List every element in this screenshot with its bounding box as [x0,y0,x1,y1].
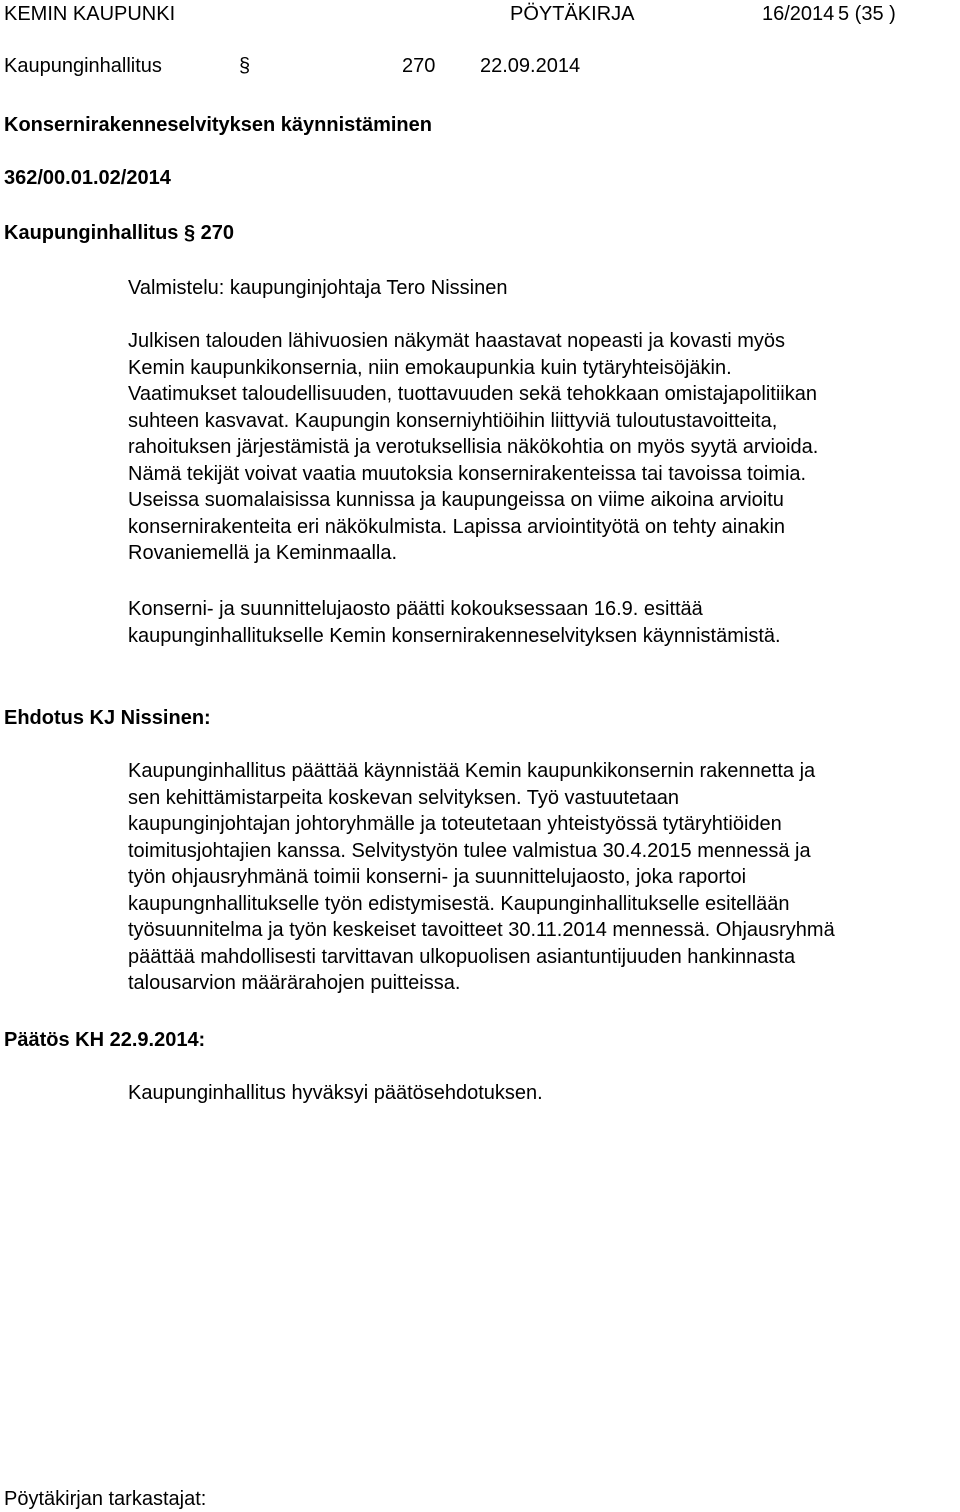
preparation-line: Kemin kaupunkikonsernia, niin emokaupunkia kuin tytäryhteisöjäkin. [128,356,732,379]
proposal-line: Kaupunginhallitus päättää käynnistää Kemin kaupunkikonsernin rakennetta ja [128,760,816,782]
proposal-line: työn ohjausryhmänä toimii konserni- ja suunnittelujaosto, joka raportoi [128,866,747,888]
proposal-line: päättää mahdollisesti tarvittavan ulkopuolisen asiantuntijuuden hankinnasta [128,945,796,968]
document-type: PÖYTÄKIRJA [510,3,635,25]
proposal-label: Ehdotus KJ Nissinen: [4,707,211,729]
proposal-line: työsuunnitelma ja työn keskeiset tavoitteet 30.11.2014 mennessä. Ohjausryhmä [128,919,835,941]
preparation-line: Julkisen talouden lähivuosien näkymät haastavat nopeasti ja kovasti myös [128,330,786,352]
decision-text: Kaupunginhallitus hyväksyi päätösehdotuksen. [128,1082,543,1104]
preparation-body [128,328,958,567]
section-number: 270 [402,55,436,77]
meeting-date: 22.09.2014 [480,55,581,77]
decision-label: Päätös KH 22.9.2014: [4,1029,206,1051]
proposal-line: kaupunginjohtajan johtoryhmälle ja toteutetaan yhteistyössä tytäryhtiöiden [128,813,782,835]
meeting-body: Kaupunginhallitus [4,55,162,77]
subject-title: Konsernirakenneselvityksen käynnistäminen [4,114,432,136]
committee-line: kaupunginhallitukselle Kemin konsernirakenneselvityksen käynnistämistä. [128,624,781,647]
section-heading: Kaupunginhallitus § 270 [4,222,235,244]
proposal-line: toimitusjohtajien kanssa. Selvitystyön tulee valmistua 30.4.2015 mennessä ja [128,839,811,862]
organization-name: KEMIN KAUPUNKI [4,3,176,25]
preparation-line: rahoituksen järjestämistä ja verotuksellisia näkökohtia on myös syytä arvioida. [128,436,819,458]
preparation-line: Nämä tekijät voivat vaatia muutoksia konsernirakenteissa tai tavoissa toimia. [128,462,807,485]
preparation-line: konsernirakenteita eri näkökulmista. Lapissa arviointityötä on tehty ainakin [128,515,786,538]
committee-paragraph [128,596,958,649]
preparation-line: Vaatimukset taloudellisuuden, tuottavuuden sekä tehokkaan omistajapolitiikan [128,383,817,405]
minutes-checkers-label: Pöytäkirjan tarkastajat: [4,1488,207,1510]
proposal-body [128,758,958,997]
proposal-line: kaupungnhallitukselle työn edistymisestä. Kaupunginhallitukselle esitellään [128,892,790,915]
proposal-line: talousarvion määrärahojen puitteissa. [128,972,461,994]
preparer-line: Valmistelu: kaupunginjohtaja Tero Nissinen [128,277,508,299]
preparation-line: Useissa suomalaisissa kunnissa ja kaupungeissa on viime aikoina arvioitu [128,489,784,511]
document-number: 16/2014 [762,3,835,25]
section-sign-icon: § [239,55,251,77]
proposal-line: sen kehittämistarpeita koskevan selvityksen. Työ vastuutetaan [128,786,680,809]
diary-number: 362/00.01.02/2014 [4,167,171,189]
preparation-line: suhteen kasvavat. Kaupungin konserniyhtiöihin liittyviä tuloutustavoitteita, [128,409,778,432]
committee-line: Konserni- ja suunnittelujaosto päätti kokouksessaan 16.9. esittää [128,598,703,620]
preparation-line: Rovaniemellä ja Keminmaalla. [128,542,398,564]
page-number: 5 (35 ) [838,3,896,25]
